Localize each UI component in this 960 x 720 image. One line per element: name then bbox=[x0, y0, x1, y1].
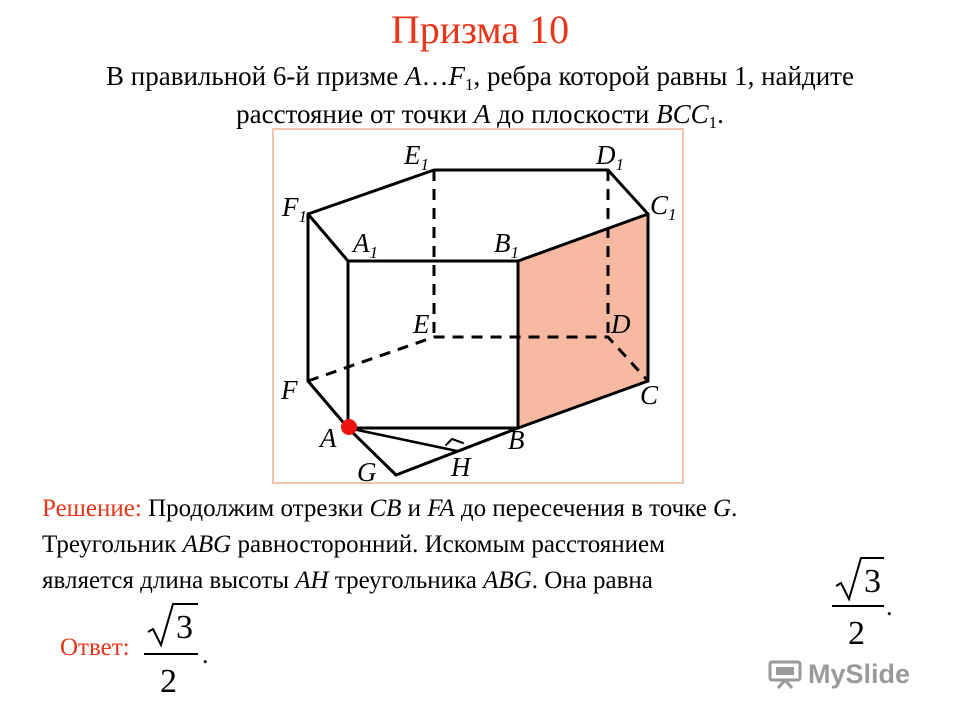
solution-line2: Треугольник ABG равносторонний. Искомым расстоянием bbox=[42, 531, 665, 558]
solution-period: . bbox=[886, 592, 893, 621]
label-c: C bbox=[640, 380, 659, 410]
answer-frac-denominator: 2 bbox=[160, 663, 177, 700]
prism-figure bbox=[272, 128, 684, 484]
answer-frac-numerator: 3 bbox=[176, 609, 193, 646]
problem-statement-line1: В правильной 6-й призме $A\dots F_1$, ребра которой равны 1, найдите bbox=[106, 61, 854, 94]
solution-line1: Решение: Продолжим отрезки CB и FA до пересечения в точке G. bbox=[42, 495, 738, 522]
logo-text: MySlide bbox=[808, 658, 911, 689]
label-a1: $A_1$ bbox=[353, 228, 378, 262]
label-e: E bbox=[413, 309, 430, 339]
label-e1: $E_1$ bbox=[404, 140, 429, 174]
projector-screen-icon bbox=[768, 659, 802, 689]
label-b1: $B_1$ bbox=[494, 228, 519, 262]
label-f1: $F_1$ bbox=[282, 192, 307, 226]
answer-fraction-sqrt3-over-2 bbox=[140, 598, 200, 698]
slide-title: Призма 10 bbox=[390, 7, 570, 52]
solution-line3: является длина высоты AH треугольника ABG. Она равна bbox=[42, 567, 653, 594]
label-a: A bbox=[320, 423, 337, 453]
label-f: F bbox=[281, 375, 298, 405]
label-c1: $C_1$ bbox=[650, 190, 677, 224]
answer-label: Ответ: bbox=[60, 634, 130, 661]
point-a-marker bbox=[341, 419, 357, 435]
label-d: D bbox=[611, 309, 631, 339]
label-b: B bbox=[508, 425, 525, 455]
answer-period: . bbox=[202, 640, 209, 669]
label-g: G bbox=[357, 457, 377, 484]
label-d1: $D_1$ bbox=[596, 140, 624, 174]
solution-fraction-sqrt3-over-2 bbox=[828, 552, 884, 652]
myslide-logo bbox=[768, 656, 910, 692]
solution-frac-denominator: 2 bbox=[848, 615, 865, 652]
solution-label: Решение: bbox=[42, 495, 142, 522]
height-ah bbox=[348, 428, 457, 451]
solution-frac-numerator: 3 bbox=[864, 563, 881, 600]
problem-statement-line2: расстояние от точки A до плоскости $BCC_1$. bbox=[236, 99, 724, 132]
label-h: H bbox=[451, 452, 471, 482]
right-angle-mark bbox=[446, 439, 463, 445]
